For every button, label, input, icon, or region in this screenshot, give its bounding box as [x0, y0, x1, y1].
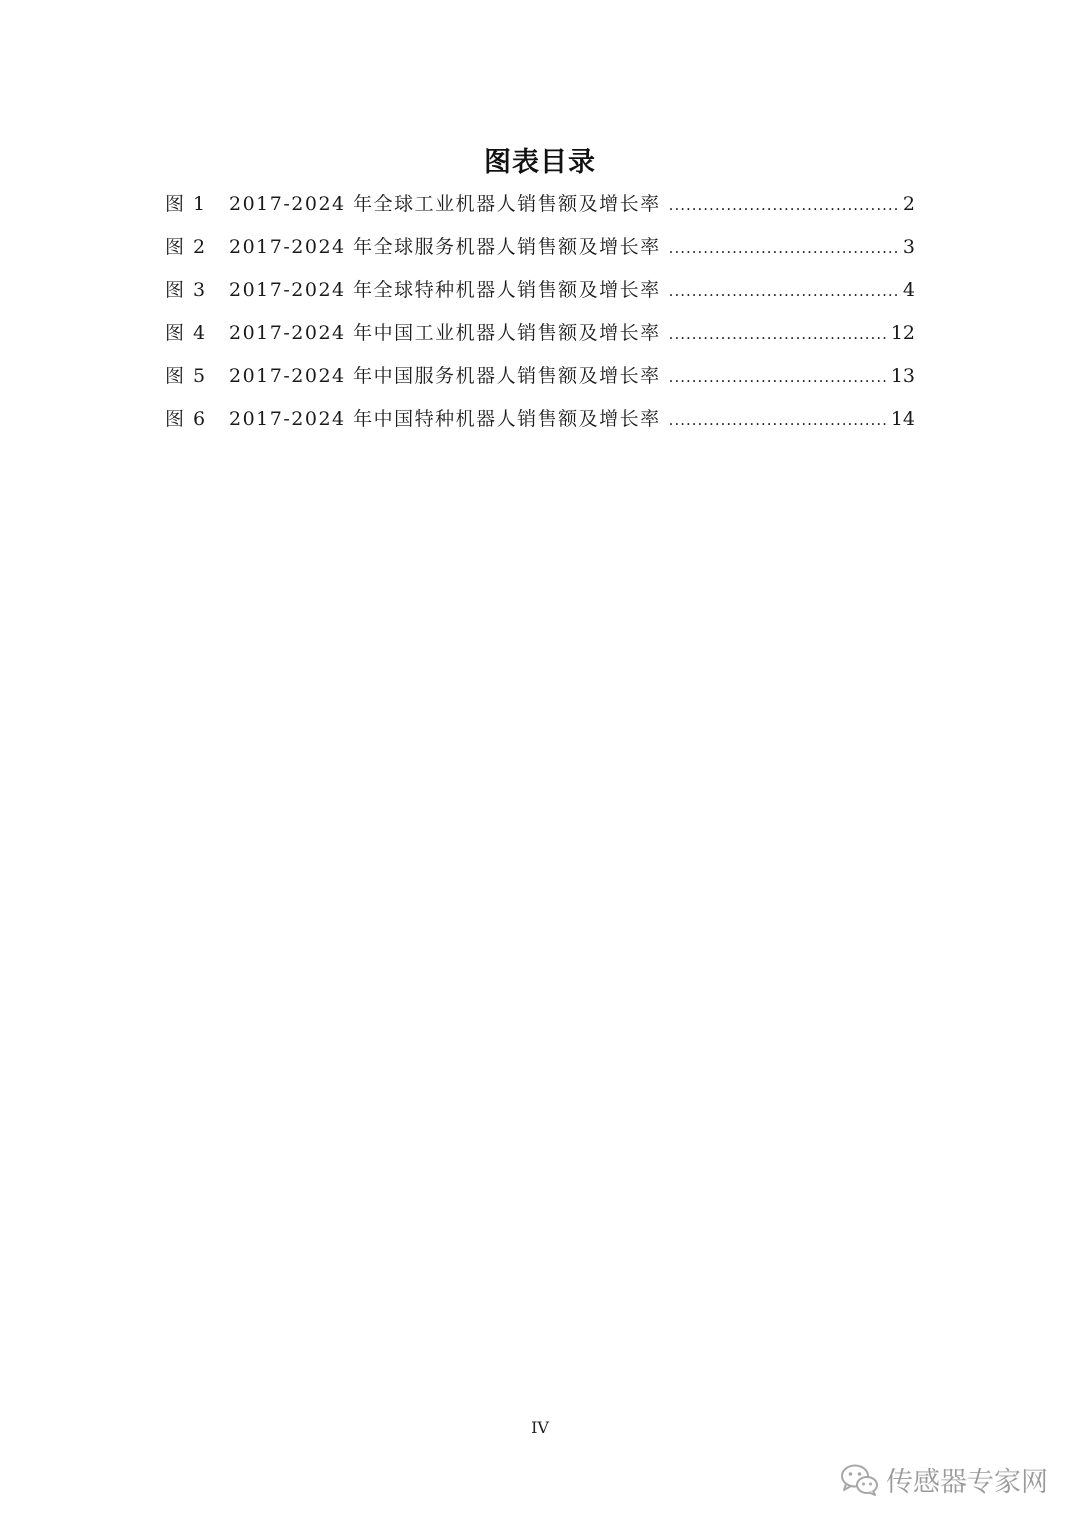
dot-leader	[669, 271, 901, 311]
figure-title: 2017-2024 年中国特种机器人销售额及增长率	[229, 408, 661, 430]
figure-word: 图	[165, 236, 185, 258]
figure-title: 2017-2024 年全球服务机器人销售额及增长率	[229, 236, 661, 258]
page-number: 3	[902, 236, 915, 258]
figure-number: 1	[193, 193, 206, 215]
figure-number: 5	[193, 365, 206, 387]
figure-number: 3	[193, 279, 206, 301]
figure-number: 4	[193, 322, 206, 344]
page-number: 2	[902, 193, 915, 215]
figure-word: 图	[165, 408, 185, 430]
dot-leader	[669, 228, 901, 268]
toc-entry[interactable]	[165, 227, 915, 270]
toc-entry[interactable]	[165, 399, 915, 442]
figure-word: 图	[165, 279, 185, 301]
dot-leader	[669, 400, 889, 440]
toc-entry[interactable]	[165, 184, 915, 227]
page-number: 14	[890, 408, 915, 430]
figure-label	[165, 399, 229, 439]
dot-leader	[669, 185, 901, 225]
figure-toc	[165, 184, 915, 442]
figure-number: 6	[193, 408, 206, 430]
watermark	[840, 1460, 1048, 1499]
figure-title: 2017-2024 年中国工业机器人销售额及增长率	[229, 322, 661, 344]
figure-title: 2017-2024 年全球特种机器人销售额及增长率	[229, 279, 661, 301]
footer-page-number: IV	[531, 1418, 549, 1437]
watermark-text: 传感器专家网	[886, 1467, 1048, 1498]
figure-number: 2	[193, 236, 206, 258]
figure-title: 2017-2024 年全球工业机器人销售额及增长率	[229, 193, 661, 215]
figure-label	[165, 184, 229, 224]
wechat-icon	[840, 1463, 880, 1497]
figure-word: 图	[165, 193, 185, 215]
page-number: 4	[902, 279, 915, 301]
figure-word: 图	[165, 365, 185, 387]
page-title: 图表目录	[484, 147, 596, 178]
toc-entry[interactable]	[165, 313, 915, 356]
dot-leader	[669, 314, 889, 354]
figure-label	[165, 227, 229, 267]
figure-label	[165, 313, 229, 353]
dot-leader	[669, 357, 889, 397]
toc-entry[interactable]	[165, 270, 915, 313]
page-number: 12	[890, 322, 915, 344]
page-number: 13	[890, 365, 915, 387]
figure-word: 图	[165, 322, 185, 344]
figure-label	[165, 356, 229, 396]
toc-entry[interactable]	[165, 356, 915, 399]
figure-label	[165, 270, 229, 310]
figure-title: 2017-2024 年中国服务机器人销售额及增长率	[229, 365, 661, 387]
